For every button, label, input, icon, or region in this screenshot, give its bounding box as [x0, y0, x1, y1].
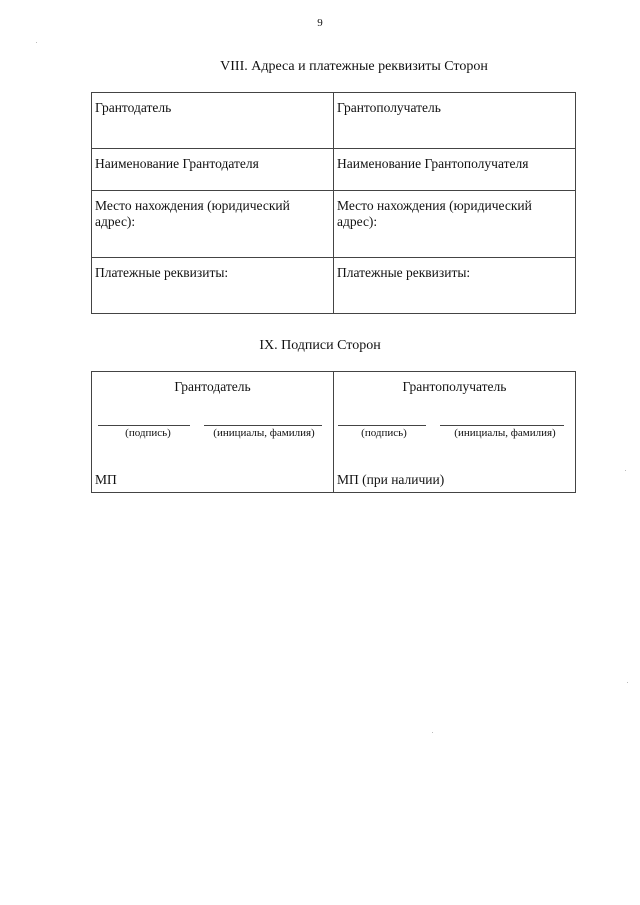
grantee-name-line: [440, 425, 564, 426]
table-row: [92, 258, 576, 314]
requisites-table: [91, 92, 576, 314]
grantor-signature-caption: (подпись): [125, 427, 171, 439]
grantor-address-cell: Место нахождения (юридический адрес):: [92, 191, 334, 258]
grantor-payment-cell: Платежные реквизиты:: [92, 258, 334, 314]
table-row: [92, 372, 576, 493]
grantor-signature-line: [98, 425, 190, 426]
grantee-name-cell: Наименование Грантополучателя: [334, 149, 576, 191]
grantor-name-line: [204, 425, 322, 426]
scan-speck: [625, 470, 626, 471]
grantor-signature-cell: [92, 372, 334, 493]
table-row: [92, 93, 576, 149]
signatures-table: [91, 371, 576, 493]
table-row: [92, 191, 576, 258]
grantor-seal-label: МП: [95, 472, 117, 487]
grantee-signature-cell: [334, 372, 576, 493]
grantor-name-caption: (инициалы, фамилия): [213, 427, 315, 439]
grantor-header-cell: Грантодатель: [92, 93, 334, 149]
table-row: [92, 149, 576, 191]
grantee-seal-label: МП (при наличии): [337, 472, 445, 487]
grantee-signature-caption: (подпись): [361, 427, 407, 439]
grantor-party-label: Грантодатель: [174, 379, 251, 394]
scan-speck: [36, 42, 37, 43]
grantee-name-caption: (инициалы, фамилия): [454, 427, 556, 439]
page-number: 9: [317, 17, 323, 29]
grantee-address-cell: Место нахождения (юридический адрес):: [334, 191, 576, 258]
grantee-party-label: Грантополучатель: [402, 379, 507, 394]
section-viii-title: VIII. Адреса и платежные реквизиты Сторон: [220, 59, 488, 74]
grantee-header-cell: Грантополучатель: [334, 93, 576, 149]
scan-speck: [432, 732, 433, 733]
section-ix-title: IX. Подписи Сторон: [259, 338, 381, 353]
grantee-signature-line: [338, 425, 426, 426]
scan-speck: [627, 682, 628, 683]
grantee-payment-cell: Платежные реквизиты:: [334, 258, 576, 314]
grantor-name-cell: Наименование Грантодателя: [92, 149, 334, 191]
